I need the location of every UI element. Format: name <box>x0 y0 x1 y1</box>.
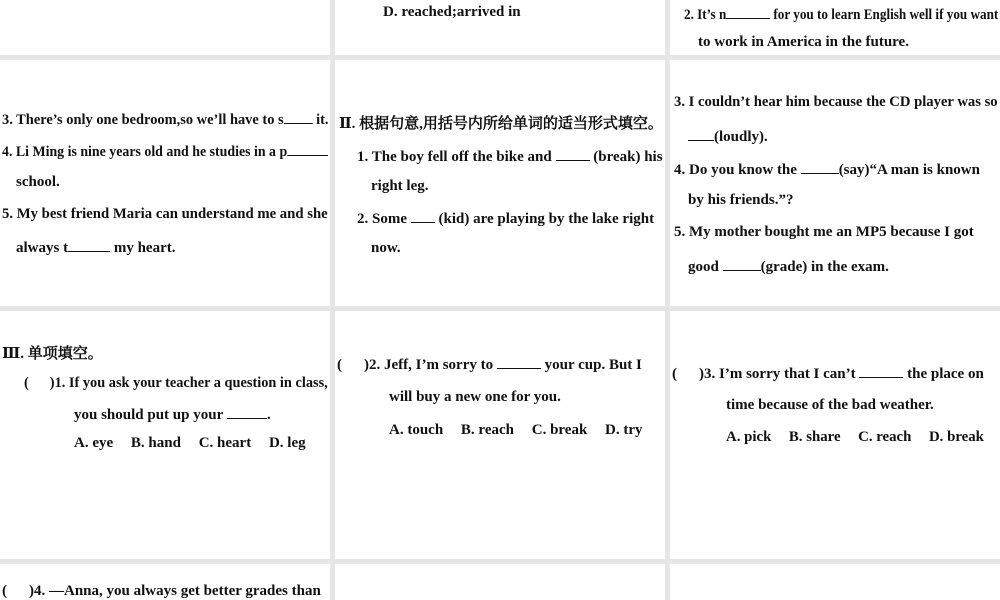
question-5: 5. My best friend Maria can understand me and she <box>2 206 328 222</box>
section-ii-title: Ⅱ. 根据句意,用括号内所给单词的适当形式填空。 <box>339 116 663 132</box>
option-a[interactable]: A. eye <box>74 435 114 451</box>
option-c[interactable]: C. break <box>531 422 588 438</box>
question-iii-2-continuation: will buy a new one for you. <box>389 389 561 405</box>
question-3: 3. There’s only one bedroom,so we’ll have to s it. <box>2 109 329 129</box>
cell-row3-middle <box>335 564 665 600</box>
question-ii-3-continuation: (loudly). <box>688 126 768 146</box>
question-4: 4. Li Ming is nine years old and he studies in a p <box>2 141 328 161</box>
cell-row1-left <box>0 60 330 306</box>
cell-top-right <box>670 0 1000 55</box>
option-c[interactable]: C. reach <box>858 429 912 445</box>
question-ii-2: 2. Some (kid) are playing by the lake right <box>357 208 654 228</box>
option-c[interactable]: C. heart <box>198 435 252 451</box>
question-ii-2-continuation: now. <box>371 240 401 256</box>
question-ii-3: 3. I couldn’t hear him because the CD player was so <box>674 94 998 110</box>
option-d[interactable]: D. try <box>605 422 643 438</box>
question-ii-5: 5. My mother bought me an MP5 because I got <box>674 224 974 240</box>
cell-top-middle <box>335 0 665 55</box>
question-4-continuation: school. <box>16 174 60 190</box>
question-iii-2-options <box>389 421 657 439</box>
question-iii-4: ( )4. —Anna, you always get better grades than <box>2 583 321 599</box>
question-iii-3: ( )3. I’m sorry that I can’t the place on <box>672 363 984 383</box>
cell-row1-right <box>670 60 1000 306</box>
option-d-text: D. reached;arrived in <box>383 4 521 20</box>
question-iii-1-options <box>74 434 320 452</box>
question-ii-5-continuation: good (grade) in the exam. <box>688 256 889 276</box>
question-iii-3-continuation: time because of the bad weather. <box>726 397 934 413</box>
cell-row2-right <box>670 311 1000 559</box>
question-iii-1: ( )1. If you ask your teacher a question in class, <box>24 375 328 391</box>
question-iii-3-options <box>726 428 998 446</box>
cell-row2-left <box>0 311 330 559</box>
question-ii-4: 4. Do you know the (say)“A man is known <box>674 159 980 179</box>
option-b[interactable]: B. hand <box>130 435 181 451</box>
cell-row3-right <box>670 564 1000 600</box>
question-ii-1-continuation: right leg. <box>371 178 429 194</box>
cell-top-left <box>0 0 330 55</box>
question-ii-4-continuation: by his friends.”? <box>688 192 794 208</box>
option-a[interactable]: A. touch <box>389 422 444 438</box>
cell-row1-middle <box>335 60 665 306</box>
cell-row3-left <box>0 564 330 600</box>
cell-row2-middle <box>335 311 665 559</box>
question-2-line: 2. It’s n for you to learn English well if you want <box>684 4 998 24</box>
question-iii-1-continuation: you should put up your . <box>74 404 271 424</box>
question-ii-1: 1. The boy fell off the bike and (break) his <box>357 146 663 166</box>
option-b[interactable]: B. reach <box>460 422 514 438</box>
option-b[interactable]: B. share <box>788 429 841 445</box>
option-d[interactable]: D. break <box>928 429 984 445</box>
question-5-continuation: always t my heart. <box>16 237 176 257</box>
question-iii-2: ( )2. Jeff, I’m sorry to your cup. But I <box>337 354 642 374</box>
question-2-continuation: to work in America in the future. <box>698 34 909 50</box>
option-d[interactable]: D. leg <box>268 435 306 451</box>
section-iii-title: Ⅲ. 单项填空。 <box>2 346 103 362</box>
option-a[interactable]: A. pick <box>726 429 772 445</box>
